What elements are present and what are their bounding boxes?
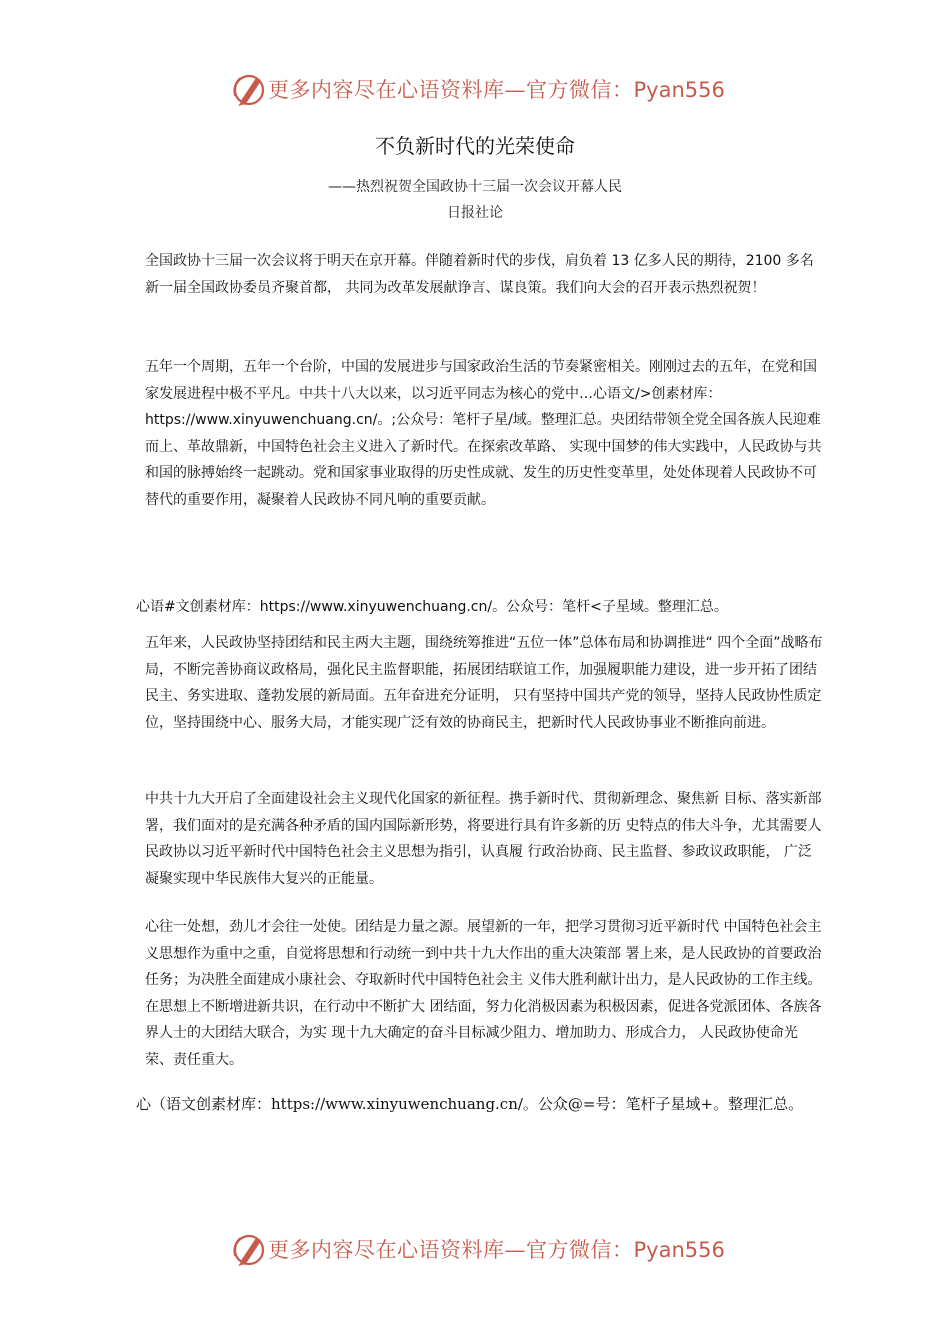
article-subtitle [0,174,950,226]
paragraph-4: 中共十九大开启了全面建设社会主义现代化国家的新征程。携手新时代、贯彻新理念、聚焦新 目标、落实新部署，我们面对的是充满各种矛盾的国内国际新形势，将要进行具有许多新的历 史特点的伟大斗争，尤其需要人民政协以习近平新时代中国特色社会主义思想为指引，认真履 行政治协商、民主监督、参政议政职能， 广泛凝聚实现中华民族伟大复兴的正能量。 [145,791,822,887]
banner-text: 更多内容尽在心语资料库—官方微信：Pyan556 [268,78,725,102]
subtitle-line-1: ——热烈祝贺全国政协十三届一次会议开幕人民 [328,179,622,195]
paragraph-1: 全国政协十三届一次会议将于明天在京开幕。伴随着新时代的步伐，肩负着 13 亿多人民的期待，2100 多名新一届全国政协委员齐聚首都， 共同为改革发展献诤言、谋良策。我们向大会的召开表示热烈祝贺！ [145,253,814,296]
wechat-id: Pyan556 [633,78,725,102]
paragraph-3: 五年来，人民政协坚持团结和民主两大主题，围绕统筹推进“五位一体”总体布局和协调推进“ 四个全面”战略布局，不断完善协商议政格局，强化民主监督职能，拓展团结联谊工作，加强履职能力建设，进一步开拓了团结民主、务实进取、蓬勃发展的新局面。五年奋进充分证明， 只有坚持中国共产党的领导，坚持人民政协性质定位，坚持围绕中心、服务大局，才能实现广泛有效的协商民主，把新时代人民政协事业不断推向前进。 [145,635,823,731]
wechat-id: Pyan556 [633,1238,725,1262]
source-note-1: 心语#文创素材库：https://www.xinyuwenchuang.cn/。公众号：笔杆<子星域。整理汇总。 [136,599,728,615]
header-banner [0,68,950,118]
article-title: 不负新时代的光荣使命 [375,134,575,158]
source-note-2: 心（语文创素材库：https://www.xinyuwenchuang.cn/。公众@=号：笔杆子星域+。整理汇总。 [136,1095,804,1113]
pen-logo-icon [230,1228,268,1272]
banner-text: 更多内容尽在心语资料库—官方微信：Pyan556 [268,1238,725,1262]
footer-banner [0,1228,950,1278]
paragraph-2: 五年一个周期，五年一个台阶，中国的发展进步与国家政治生活的节奏紧密相关。刚刚过去的五年，在党和国家发展进程中极不平凡。中共十八大以来，以习近平同志为核心的党中…心语文/>创素材库：https://www.xinyuwenchuang.cn/。;公众号：笔杆子星/域。整理汇总。央团结带领全党全国各族人民迎难而上、革故鼎新，中国特色社会主义进入了新时代。在探索改革路、 实现中国梦的伟大实践中，人民政协与共和国的脉搏始终一起跳动。党和国家事业取得的历史性成就、发生的历史性变革里，处处体现着人民政协不可替代的重要作用，凝聚着人民政协不同凡响的重要贡献。 [145,359,822,508]
paragraph-5: 心往一处想，劲儿才会往一处使。团结是力量之源。展望新的一年，把学习贯彻习近平新时代 中国特色社会主义思想作为重中之重，自觉将思想和行动统一到中共十九大作出的重大决策部 署上来，是人民政协的首要政治任务；为决胜全面建成小康社会、夺取新时代中国特色社会主 义伟大胜利献计出力，是人民政协的工作主线。在思想上不断增进新共识，在行动中不断扩大 团结面，努力化消极因素为积极因素，促进各党派团体、各族各界人士的大团结大联合，为实 现十九大确定的奋斗目标减少阻力、增加助力、形成合力， 人民政协使命光荣、责任重大。 [145,919,822,1068]
pen-logo-icon [230,68,268,112]
subtitle-line-2: 日报社论 [447,205,503,221]
